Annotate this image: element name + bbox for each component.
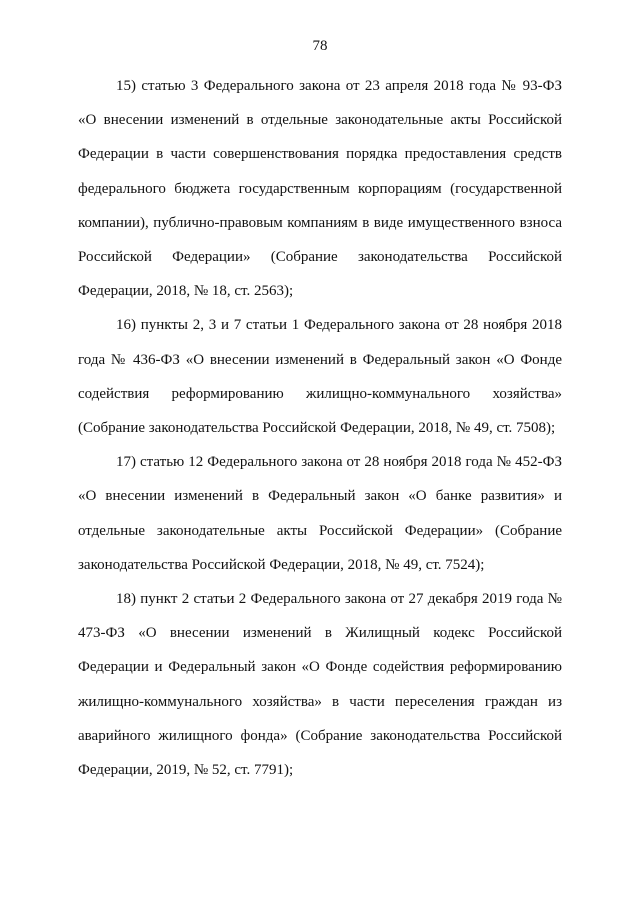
document-body <box>78 69 562 787</box>
list-item: 18) пункт 2 статьи 2 Федерального закона от 27 декабря 2019 года № 473-ФЗ «О внесении изменений в Жилищный кодекс Российской Федерации и Федеральный закон «О Фонде содействия реформированию жилищно-коммунального хозяйства» в части переселения граждан из аварийного жилищного фонда» (Собрание законодательства Российской Федерации, 2019, № 52, ст. 7791); <box>78 591 562 779</box>
page-number: 78 <box>312 38 328 54</box>
list-item: 15) статью 3 Федерального закона от 23 апреля 2018 года № 93-ФЗ «О внесении изменений в отдельные законодательные акты Российской Федерации в части совершенствования порядка предоставления средств федерального бюджета государственным корпорациям (государственной компании), публично-правовым компаниям в виде имущественного взноса Российской Федерации» (Собрание законодательства Российской Федерации, 2018, № 18, ст. 2563); <box>78 78 562 300</box>
list-item: 16) пункты 2, 3 и 7 статьи 1 Федерального закона от 28 ноября 2018 года № 436-ФЗ «О внесении изменений в Федеральный закон «О Фонде содействия реформированию жилищно-коммунального хозяйства» (Собрание законодательства Российской Федерации, 2018, № 49, ст. 7508); <box>78 317 562 437</box>
list-item: 17) статью 12 Федерального закона от 28 ноября 2018 года № 452-ФЗ «О внесении изменений в Федеральный закон «О банке развития» и отдельные законодательные акты Российской Федерации» (Собрание законодательства Российской Федерации, 2018, № 49, ст. 7524); <box>78 454 562 573</box>
